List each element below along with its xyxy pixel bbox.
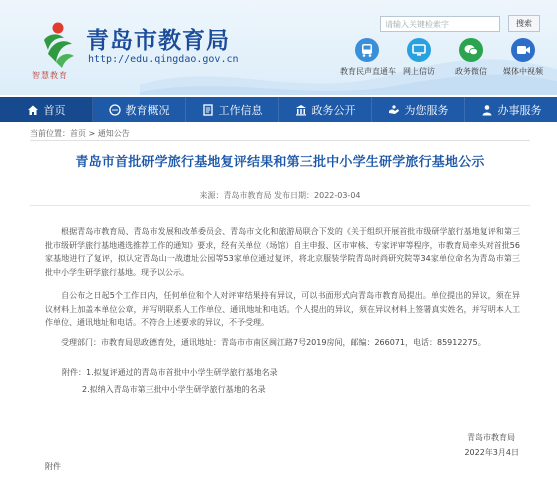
quick-link-label: 媒体中视频	[503, 67, 543, 76]
article-title: 青岛市首批研学旅行基地复评结果和第三批中小学生研学旅行基地公示	[75, 155, 485, 170]
nav-item-label: 教育概况	[125, 103, 170, 117]
chat-icon	[109, 104, 121, 116]
attachment-label: 附件	[45, 462, 61, 471]
nav-item-label: 工作信息	[218, 103, 263, 117]
nav-item-work-info[interactable]	[186, 97, 279, 122]
service-icon	[388, 104, 400, 116]
site-title[interactable]: 青岛市教育局	[86, 28, 230, 54]
article-meta: 来源：青岛市教育局 发布日期：2022-03-04	[199, 191, 361, 200]
attachment-item[interactable]: 2.拟纳入青岛市第三批中小学生研学旅行基地的名录	[82, 385, 266, 394]
nav-item-affairs[interactable]	[465, 97, 557, 122]
nav-item-overview[interactable]	[93, 97, 186, 122]
government-icon	[295, 104, 307, 116]
signature-organization: 青岛市教育局	[467, 433, 515, 442]
search-input[interactable]	[380, 16, 500, 32]
nav-item-label: 政务公开	[311, 103, 356, 117]
search-button[interactable]: 搜索	[508, 15, 540, 32]
divider	[30, 205, 530, 206]
breadcrumb-label: 当前位置：	[30, 129, 70, 138]
logo-slogan: 智慧教育	[32, 71, 68, 80]
nav-item-label: 首页	[43, 103, 66, 117]
quick-link-label: 政务微信	[455, 67, 487, 76]
wechat-icon	[459, 38, 483, 62]
signature-date: 2022年3月4日	[464, 448, 519, 457]
nav-item-home[interactable]	[0, 97, 93, 122]
article-paragraph	[45, 289, 520, 330]
main-nav	[0, 97, 557, 122]
quick-link-petition[interactable]	[392, 38, 446, 77]
quick-link-label: 网上信访	[403, 67, 435, 76]
quick-links	[340, 38, 550, 86]
document-icon	[202, 104, 214, 116]
attachment-item[interactable]: 附件：1.拟复评通过的青岛市首批中小学生研学旅行基地名录	[62, 368, 278, 377]
paragraph-text: 自公布之日起5个工作日内，任何单位和个人对评审结果持有异议，可以书面形式向青岛市教育局提出。单位提出的异议，须在异议材料上加盖本单位公章，并写明联系人工作单位、通讯地址和电话。个人提出的异议，须在异议材料上签署真实姓名，并写明本人工作单位、通讯地址和电话。不符合上述要求的异议，不予受理。	[45, 291, 520, 327]
nav-item-label: 为您服务	[404, 103, 449, 117]
video-icon	[511, 38, 535, 62]
breadcrumb-home-link[interactable]: 首页	[70, 129, 86, 138]
site-header	[0, 0, 557, 95]
article-paragraph	[45, 225, 520, 279]
breadcrumb	[30, 128, 130, 139]
nav-item-label: 办事服务	[497, 103, 542, 117]
person-icon	[481, 104, 493, 116]
quick-link-video[interactable]	[496, 38, 550, 77]
divider	[30, 140, 530, 141]
breadcrumb-current-link[interactable]: 通知公告	[97, 129, 130, 138]
breadcrumb-separator: >	[86, 129, 98, 138]
quick-link-label: 教育民声直通车	[340, 67, 396, 76]
home-icon	[27, 104, 39, 116]
article-paragraph	[45, 336, 520, 350]
paragraph-text: 受理部门：市教育局思政德育处，通讯地址：青岛市市南区闽江路7号2019房间，邮编：266071，电话：85912275。	[61, 338, 486, 347]
quick-link-bus[interactable]	[340, 38, 394, 77]
logo-icon	[38, 20, 78, 68]
monitor-icon	[407, 38, 431, 62]
paragraph-text: 根据青岛市教育局、青岛市发展和改革委员会、青岛市文化和旅游局联合下发的《关于组织开展首批市级研学旅行基地复评和第三批市级研学旅行基地遴选推荐工作的通知》要求，经有关单位（场馆）自主申报、区市审核、专家评审等程序，市教育局牵头对首批56家基地进行了复评，拟认定青岛山一战遗址公园等53家单位通过复评，将北京服装学院青岛时尚研究院等34家单位命名为青岛市第三批中小学生研学旅行基地。现予以公示。	[45, 227, 520, 277]
site-url: http://edu.qingdao.gov.cn	[88, 54, 239, 65]
nav-item-government[interactable]	[279, 97, 372, 122]
bus-icon	[355, 38, 379, 62]
quick-link-wechat[interactable]	[444, 38, 498, 77]
nav-item-service[interactable]	[372, 97, 465, 122]
